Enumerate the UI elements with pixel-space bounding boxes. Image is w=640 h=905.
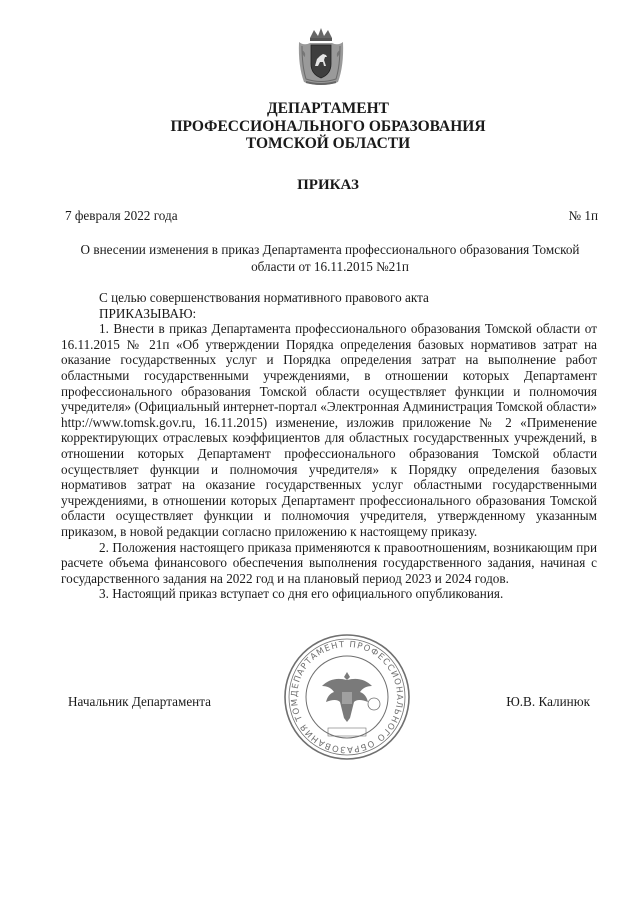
intro-paragraph: С целью совершенствования нормативного правового акта — [99, 290, 429, 305]
department-header — [60, 100, 596, 153]
order-subject — [60, 242, 600, 275]
coat-of-arms-icon — [296, 26, 346, 88]
item-2-paragraph: 2. Положения настоящего приказа применяются к правоотношениям, возникающим при расчете объема финансового обеспечения выполнения государственного задания, начиная с государственного задания на 2022 год и на плановый период 2023 и 2024 годов. — [61, 539, 597, 586]
order-body — [61, 290, 597, 602]
seal-ring-text: ДЕПАРТАМЕНТ ПРОФЕССИОНАЛЬНОГО ОБРАЗОВАНИЯ ТОМ — [289, 639, 405, 755]
order-date: 7 февраля 2022 года — [65, 208, 178, 223]
order-subject-line-1: О внесении изменения в приказ Департамента профессионального образования Томской — [80, 242, 580, 257]
department-name-line-3: ТОМСКОЙ ОБЛАСТИ — [245, 135, 411, 152]
order-number: № 1п — [568, 208, 598, 223]
signer-name: Ю.В. Калинюк — [506, 694, 590, 709]
department-name-line-1: ДЕПАРТАМЕНТ — [266, 100, 390, 117]
department-name-line-2: ПРОФЕССИОНАЛЬНОГО ОБРАЗОВАНИЯ — [170, 117, 486, 135]
decree-word: ПРИКАЗЫВАЮ: — [99, 305, 197, 321]
order-title: ПРИКАЗ — [297, 177, 359, 193]
signer-position: Начальник Департамента — [68, 694, 212, 709]
item-1-paragraph: 1. Внести в приказ Департамента профессионального образования Томской области от 16.11.2015 № 21п «Об утверждении Порядка определения базовых нормативов затрат на оказание государственных услуг и Порядка определения затрат на выполнение работ областными государственными учреждениями, в отношении которых Департамент профессионального образования Томской области осуществляет функции и полномочия учредителя» (Официальный интернет-портал «Электронная Администрация Томской области» http://www.tomsk.gov.ru, 16.11.2015) изменение, изложив приложение № 2 «Применение корректирующих отраслевых коэффициентов для областных государственных учреждений, в отношении которых Департамент профессионального образования Томской области осуществляет функции и полномочия учредителя» к Порядку определения базовых нормативов затрат на оказание государственных услуг областными государственными учреждениями, в отношении которых Департамент профессионального образования Томской области осуществляет функции и полномочия учредителя, утвержденному указанным приказом, в новой редакции согласно приложению к настоящему приказу. — [61, 321, 597, 539]
official-seal — [282, 632, 412, 762]
item-3-paragraph: 3. Настоящий приказ вступает со дня его официального опубликования. — [99, 586, 504, 602]
order-subject-line-2: области от 16.11.2015 №21п — [251, 258, 409, 274]
